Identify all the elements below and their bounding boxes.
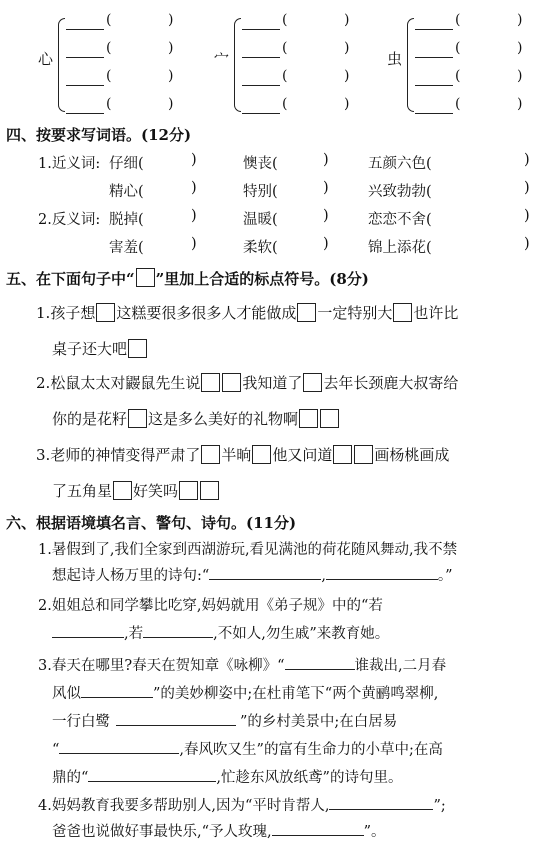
word-item	[243, 236, 329, 257]
word-item	[243, 208, 329, 229]
s6-q3-line4: “ ,春风吹又生”的富有生命力的小草中;在高	[52, 742, 443, 758]
paren-left: (	[282, 68, 288, 84]
paren-right: )	[168, 12, 174, 28]
answer-line[interactable]	[66, 85, 104, 86]
section6-title: 六、根据语境填名言、警句、诗句。(11分)	[6, 514, 297, 532]
punct-box[interactable]	[128, 339, 147, 358]
answer-line[interactable]	[66, 29, 104, 30]
s6-q1-line2: 想起诗人杨万里的诗句:“ , 。”	[52, 568, 453, 584]
paren-right: )	[344, 96, 350, 112]
word-item	[109, 236, 197, 257]
answer-blank[interactable]	[59, 741, 179, 754]
paren-right: )	[191, 180, 197, 196]
punct-box[interactable]	[252, 445, 271, 464]
s6-q3-line2: 风似 ”的美妙柳姿中;在杜甫笔下“两个黄鹂鸣翠柳,	[52, 686, 439, 702]
word-prompt: 脱掉(	[109, 212, 144, 228]
word-prompt: 兴致勃勃(	[368, 184, 432, 200]
answer-blank[interactable]	[153, 208, 193, 226]
punct-box[interactable]	[299, 409, 318, 428]
brace	[407, 18, 414, 112]
word-prompt: 恋恋不舍(	[368, 212, 432, 228]
punct-box[interactable]	[333, 445, 352, 464]
s5-sentence2-line1: 2.松鼠太太对鼹鼠先生说 我知道了 去年长颈鹿大叔寄给	[36, 374, 459, 392]
punct-box[interactable]	[320, 409, 339, 428]
s5-sentence3-line2: 了五角星 好笑吗	[52, 480, 220, 502]
word-item	[368, 152, 530, 173]
s6-q1-line1: 1.暑假到了,我们全家到西湖游玩,看见满池的荷花随风舞动,我不禁	[38, 542, 458, 558]
paren-left: (	[106, 96, 112, 112]
s6-q3-line1: 3.春天在哪里?春天在贺知章《咏柳》“ 谁裁出,二月春	[38, 658, 447, 674]
answer-blank[interactable]	[287, 208, 327, 226]
paren-right: )	[168, 68, 174, 84]
answer-blank[interactable]	[287, 180, 327, 198]
paren-right: )	[344, 40, 350, 56]
word-prompt: 仔细(	[109, 156, 144, 172]
paren-right: )	[524, 236, 530, 252]
word-prompt: 柔软(	[243, 240, 278, 256]
paren-left: (	[106, 12, 112, 28]
word-item	[109, 208, 197, 229]
radical-char: 心	[38, 50, 54, 68]
answer-blank[interactable]	[441, 180, 481, 198]
answer-blank[interactable]	[153, 236, 193, 254]
paren-right: )	[524, 152, 530, 168]
s5-sentence3-line1: 3.老师的神情变得严肃了 半晌 他又问道 画杨桃画成	[36, 446, 450, 464]
punct-box[interactable]	[113, 481, 132, 500]
answer-line[interactable]	[415, 113, 453, 114]
answer-line[interactable]	[242, 29, 280, 30]
answer-blank[interactable]	[81, 685, 153, 698]
answer-blank[interactable]	[287, 152, 327, 170]
s5-sentence1-line2: 桌子还大吧	[52, 338, 148, 360]
paren-right: )	[517, 12, 523, 28]
answer-blank[interactable]	[209, 567, 321, 580]
s5-sentence2-line2: 你的是花籽 这是多么美好的礼物啊	[52, 408, 340, 430]
paren-right: )	[191, 236, 197, 252]
paren-right: )	[191, 208, 197, 224]
paren-left: (	[455, 68, 461, 84]
answer-blank[interactable]	[441, 236, 481, 254]
paren-right: )	[344, 68, 350, 84]
word-prompt: 锦上添花(	[368, 240, 432, 256]
answer-line[interactable]	[242, 113, 280, 114]
word-item	[368, 180, 530, 201]
word-item	[243, 152, 329, 173]
answer-blank[interactable]	[329, 797, 433, 810]
brace	[234, 18, 241, 112]
paren-left: (	[455, 12, 461, 28]
paren-right: )	[168, 96, 174, 112]
word-item	[243, 180, 329, 201]
section5-title: 五、在下面句子中“ ”里加上合适的标点符号。(8分)	[6, 270, 369, 288]
paren-left: (	[106, 68, 112, 84]
punct-box[interactable]	[96, 303, 115, 322]
word-prompt: 害羞(	[109, 240, 144, 256]
word-item	[109, 152, 197, 173]
word-prompt: 精心(	[109, 184, 144, 200]
answer-blank[interactable]	[326, 567, 438, 580]
word-prompt: 温暖(	[243, 212, 278, 228]
s6-q3-line3: 一行白鹭 ”的乡村美景中;在白居易	[52, 714, 398, 730]
paren-left: (	[455, 40, 461, 56]
word-prompt: 特别(	[243, 184, 278, 200]
paren-left: (	[282, 40, 288, 56]
punct-box-sample	[136, 268, 155, 287]
paren-right: )	[517, 40, 523, 56]
paren-right: )	[517, 96, 523, 112]
brace	[58, 18, 65, 112]
answer-blank[interactable]	[143, 625, 213, 638]
s5-sentence1-line1: 1.孩子想 这糕要很多很多人才能做成 一定特别大 也许比	[36, 304, 459, 322]
radical-char: 虫	[387, 50, 403, 68]
word-item	[109, 180, 197, 201]
paren-left: (	[282, 12, 288, 28]
punct-box[interactable]	[201, 373, 220, 392]
paren-left: (	[282, 96, 288, 112]
paren-right: )	[168, 40, 174, 56]
answer-blank[interactable]	[153, 180, 193, 198]
word-prompt: 五颜六色(	[368, 156, 432, 172]
s6-q2-line1: 2.姐姐总和同学攀比吃穿,妈妈就用《弟子规》中的“若	[38, 598, 383, 614]
s6-q4-line2: 爸爸也说做好事最快乐,“予人玫瑰, ”。	[52, 824, 386, 840]
answer-blank[interactable]	[272, 823, 364, 836]
antonym-label: 2.反义词:	[38, 212, 101, 228]
paren-right: )	[524, 180, 530, 196]
punct-box[interactable]	[222, 373, 241, 392]
paren-right: )	[323, 180, 329, 196]
s6-q4-line1: 4.妈妈教育我要多帮助别人,因为“平时肯帮人, ”;	[38, 798, 446, 814]
paren-right: )	[323, 236, 329, 252]
paren-right: )	[344, 12, 350, 28]
answer-blank[interactable]	[52, 625, 124, 638]
answer-line[interactable]	[415, 29, 453, 30]
paren-right: )	[323, 152, 329, 168]
paren-right: )	[323, 208, 329, 224]
answer-line[interactable]	[242, 85, 280, 86]
section4-title: 四、按要求写词语。(12分)	[6, 126, 192, 144]
punct-box[interactable]	[354, 445, 373, 464]
answer-blank[interactable]	[441, 152, 481, 170]
paren-right: )	[524, 208, 530, 224]
s6-q2-line2: ,若 ,不如人,勿生戚”来教育她。	[52, 624, 389, 644]
answer-line[interactable]	[415, 85, 453, 86]
punct-box[interactable]	[128, 409, 147, 428]
punct-box[interactable]	[179, 481, 198, 500]
punct-box[interactable]	[303, 373, 322, 392]
word-item	[368, 236, 530, 257]
punct-box[interactable]	[201, 445, 220, 464]
paren-right: )	[191, 152, 197, 168]
paren-left: (	[106, 40, 112, 56]
synonym-label: 1.近义词:	[38, 156, 101, 172]
word-item	[368, 208, 530, 229]
punct-box[interactable]	[200, 481, 219, 500]
answer-line[interactable]	[242, 57, 280, 58]
answer-blank[interactable]	[441, 208, 481, 226]
answer-blank[interactable]	[287, 236, 327, 254]
punct-box[interactable]	[297, 303, 316, 322]
answer-blank[interactable]	[88, 769, 216, 782]
paren-right: )	[517, 68, 523, 84]
answer-line[interactable]	[415, 57, 453, 58]
answer-line[interactable]	[66, 57, 104, 58]
answer-blank[interactable]	[116, 713, 236, 726]
answer-line[interactable]	[66, 113, 104, 114]
paren-left: (	[455, 96, 461, 112]
answer-blank[interactable]	[153, 152, 193, 170]
answer-blank[interactable]	[285, 657, 355, 670]
radical-char: 宀	[214, 50, 230, 68]
s6-q3-line5: 鼎的“ ,忙趁东风放纸鸢”的诗句里。	[52, 770, 403, 786]
word-prompt: 懊丧(	[243, 156, 278, 172]
punct-box[interactable]	[393, 303, 412, 322]
